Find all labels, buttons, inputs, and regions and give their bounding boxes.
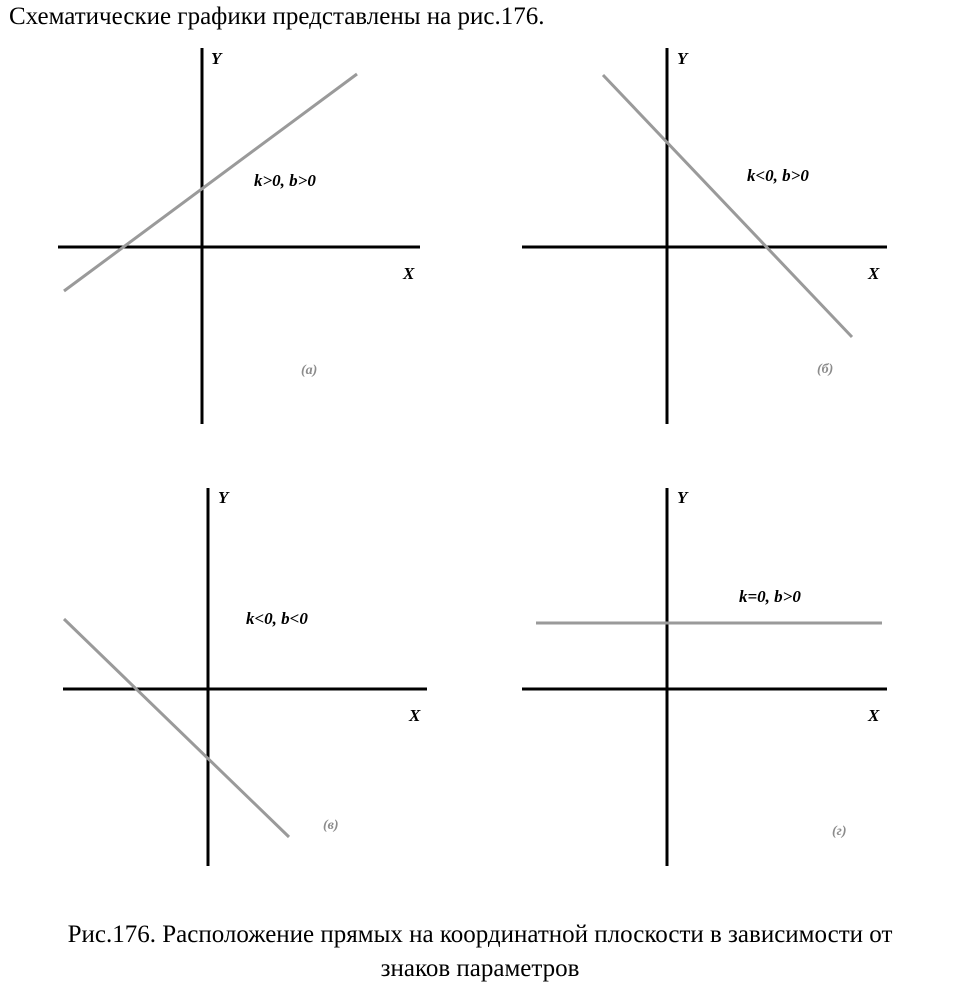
panel-v [63, 488, 427, 866]
panel-g-y-label: Y [677, 488, 688, 507]
figure-caption [0, 918, 960, 986]
panel-b-label: (б) [817, 362, 834, 377]
panel-g-x-label: X [868, 706, 880, 725]
panel-g-label: (г) [832, 824, 847, 839]
panel-g-condition: k=0, b>0 [739, 587, 801, 606]
panel-b-y-label: Y [677, 49, 688, 68]
panel-a [58, 48, 420, 424]
panel-v-label: (в) [323, 818, 339, 833]
panel-g [522, 488, 887, 866]
intro-text: Схематические графики представлены на рис.176. [9, 3, 545, 30]
panel-a-x-label: X [403, 264, 415, 283]
panel-b [522, 48, 887, 424]
panel-v-condition: k<0, b<0 [246, 609, 308, 628]
panel-a-y-label: Y [211, 49, 222, 68]
panel-v-graph-line [64, 619, 289, 837]
panel-b-condition: k<0, b>0 [747, 166, 809, 185]
panel-v-y-label: Y [218, 488, 229, 507]
panel-v-x-label: X [409, 706, 421, 725]
panel-a-condition: k>0, b>0 [254, 171, 316, 190]
panel-b-x-label: X [868, 264, 880, 283]
panel-b-graph-line [603, 75, 852, 337]
caption-line-2: знаков параметров [380, 955, 580, 982]
caption-line-1: Рис.176. Расположение прямых на координатной плоскости в зависимости от [67, 921, 893, 948]
panel-a-label: (а) [301, 363, 318, 378]
